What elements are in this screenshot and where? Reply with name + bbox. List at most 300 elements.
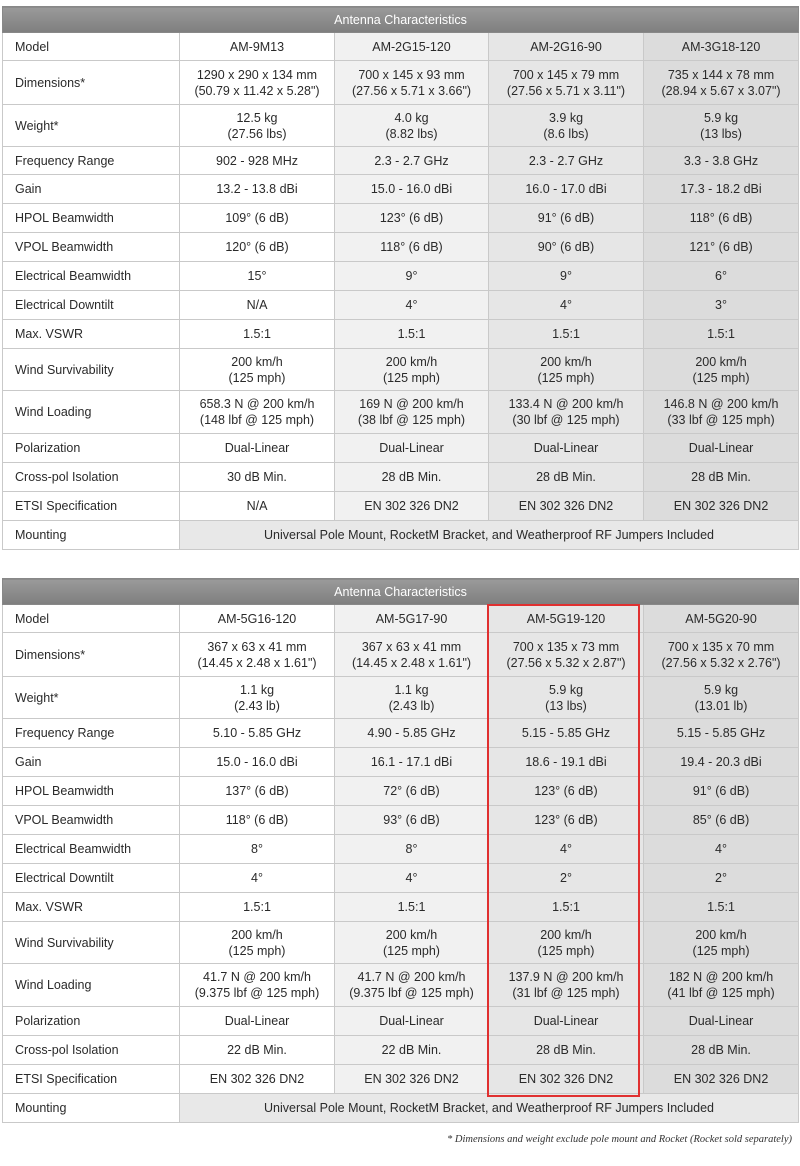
spec-cell (180, 893, 335, 922)
row-label: Model (3, 33, 180, 61)
spec-row-cross-pol-isolation (3, 463, 799, 492)
spec-row-dimensions (3, 61, 799, 105)
cell-text: 4° (405, 298, 418, 312)
spec-cell (644, 633, 799, 677)
spec-cell (335, 463, 489, 492)
cell-text: 700 x 135 x 73 mm (512, 639, 620, 654)
cell-text: 41.7 N @ 200 km/h (203, 970, 311, 984)
spec-cell (644, 233, 799, 262)
cell-text: 109° (6 dB) (225, 211, 289, 225)
row-label: Mounting (3, 1094, 180, 1123)
spec-cell (180, 1065, 335, 1094)
cell-text: 1.1 kg (394, 682, 429, 697)
cell-text: (125 mph) (383, 370, 440, 385)
spec-cell (489, 262, 644, 291)
spec-row-gain (3, 748, 799, 777)
cell-text: EN 302 326 DN2 (518, 1072, 614, 1086)
spec-cell (180, 605, 335, 633)
spec-cell (644, 835, 799, 864)
cell-text: (2.43 lb) (388, 698, 435, 713)
spec-cell (489, 864, 644, 893)
cell-text: 123° (6 dB) (534, 784, 598, 798)
cell-text: 182 N @ 200 km/h (668, 970, 774, 984)
cell-text: Dual-Linear (533, 441, 599, 455)
spec-cell (180, 291, 335, 320)
spec-row-max-vswr (3, 893, 799, 922)
spec-cell (489, 806, 644, 835)
cell-text: 658.3 N @ 200 km/h (199, 397, 315, 411)
cell-text: 120° (6 dB) (225, 240, 289, 254)
spec-cell (489, 61, 644, 105)
spec-cell (489, 893, 644, 922)
spec-row-frequency-range (3, 147, 799, 175)
spec-cell (180, 262, 335, 291)
cell-text: 123° (6 dB) (534, 813, 598, 827)
spec-cell (644, 349, 799, 391)
cell-text: 1.5:1 (707, 327, 735, 341)
cell-text: 367 x 63 x 41 mm (361, 639, 462, 654)
antenna-table-2 (2, 578, 799, 1123)
spec-cell (180, 864, 335, 893)
cell-text: (27.56 x 5.71 x 3.11") (506, 83, 626, 98)
cell-text: 118° (6 dB) (225, 813, 289, 827)
spec-row-polarization (3, 1007, 799, 1036)
spec-cell (644, 391, 799, 434)
spec-cell (335, 864, 489, 893)
cell-text: 18.6 - 19.1 dBi (525, 755, 607, 769)
cell-text: 4° (560, 842, 572, 856)
cell-text: 200 km/h (540, 927, 592, 942)
cell-text: 2° (715, 871, 727, 885)
spec-cell (644, 864, 799, 893)
cell-text: 16.1 - 17.1 dBi (370, 755, 453, 769)
cell-text: 200 km/h (695, 354, 747, 369)
spec-cell (644, 204, 799, 233)
spec-cell (644, 748, 799, 777)
cell-text: 118° (6 dB) (380, 240, 443, 254)
cell-text: (13 lbs) (700, 126, 742, 141)
cell-text: 123° (6 dB) (379, 211, 444, 225)
cell-text: (38 lbf @ 125 mph) (357, 413, 466, 427)
spec-cell (644, 492, 799, 521)
cell-text: 1.5:1 (552, 327, 580, 341)
spec-row-electrical-downtilt (3, 291, 799, 320)
cell-text: Dual-Linear (688, 441, 754, 455)
cell-text: AM-2G15-120 (372, 39, 451, 54)
spec-row-hpol-beamwidth (3, 204, 799, 233)
cell-text: (125 mph) (383, 943, 440, 958)
cell-text: (50.79 x 11.42 x 5.28") (194, 83, 320, 98)
cell-text: Dual-Linear (533, 1014, 599, 1028)
spec-cell (644, 777, 799, 806)
spec-row-mounting (3, 1094, 799, 1123)
row-label: Weight* (3, 677, 180, 719)
row-label: Cross-pol Isolation (3, 463, 180, 492)
spec-row-max-vswr (3, 320, 799, 349)
spec-cell (180, 777, 335, 806)
row-label: Polarization (3, 1007, 180, 1036)
spec-cell (335, 61, 489, 105)
spec-cell (180, 204, 335, 233)
spec-cell (489, 922, 644, 964)
spec-cell (335, 677, 489, 719)
spec-cell (180, 33, 335, 61)
spec-cell (335, 147, 489, 175)
cell-text: 146.8 N @ 200 km/h (663, 397, 779, 411)
cell-text: (27.56 x 5.32 x 2.87") (506, 655, 626, 670)
cell-text: (28.94 x 5.67 x 3.07") (661, 83, 781, 98)
cell-text: 91° (6 dB) (692, 784, 750, 798)
spec-cell (644, 677, 799, 719)
cell-text: (30 lbf @ 125 mph) (512, 413, 620, 427)
spec-cell (644, 262, 799, 291)
spec-cell (335, 922, 489, 964)
spec-cell (180, 677, 335, 719)
cell-text: 1.5:1 (707, 900, 735, 914)
spec-cell (489, 492, 644, 521)
spec-cell (644, 964, 799, 1007)
cell-text: 13.2 - 13.8 dBi (216, 182, 298, 196)
spec-cell (335, 835, 489, 864)
row-label: Model (3, 605, 180, 633)
cell-text: 3.9 kg (548, 110, 584, 125)
cell-text: 22 dB Min. (227, 1043, 287, 1057)
row-label: Weight* (3, 105, 180, 147)
spec-cell (180, 633, 335, 677)
spec-cell (180, 719, 335, 748)
cell-text: 2.3 - 2.7 GHz (374, 153, 449, 168)
cell-text: 3° (715, 298, 727, 312)
cell-text: 91° (6 dB) (537, 211, 595, 225)
cell-text: 17.3 - 18.2 dBi (680, 182, 762, 196)
row-label: Wind Loading (3, 391, 180, 434)
cell-text: 15.0 - 16.0 dBi (216, 755, 298, 769)
cell-text: 5.9 kg (703, 110, 739, 125)
spec-cell (489, 1007, 644, 1036)
cell-text: EN 302 326 DN2 (364, 499, 459, 513)
cell-text: 72° (6 dB) (383, 784, 440, 798)
cell-text: 8° (405, 842, 418, 856)
cell-text: (27.56 lbs) (227, 126, 287, 141)
spec-row-hpol-beamwidth (3, 777, 799, 806)
cell-text: 28 dB Min. (381, 470, 442, 484)
spec-cell (335, 605, 489, 633)
spec-cell (644, 33, 799, 61)
cell-text: (2.43 lb) (234, 698, 280, 713)
cell-text: (14.45 x 2.48 x 1.61") (351, 655, 472, 670)
spec-cell (180, 175, 335, 204)
spec-cell (180, 748, 335, 777)
spec-cell (180, 492, 335, 521)
spec-cell (644, 434, 799, 463)
cell-text: (31 lbf @ 125 mph) (512, 986, 620, 1000)
row-label: Mounting (3, 521, 180, 550)
cell-text: 200 km/h (231, 927, 283, 942)
spec-row-electrical-downtilt (3, 864, 799, 893)
spec-cell (489, 835, 644, 864)
cell-text: (125 mph) (692, 943, 750, 958)
spec-cell (644, 463, 799, 492)
spec-cell (335, 1036, 489, 1065)
row-label: Wind Loading (3, 964, 180, 1007)
cell-text: 19.4 - 20.3 dBi (680, 755, 762, 769)
cell-text: 4° (715, 842, 727, 856)
cell-text: 2° (560, 871, 572, 885)
spec-row-gain (3, 175, 799, 204)
cell-text: 6° (715, 269, 727, 283)
cell-text: 1.5:1 (397, 900, 426, 914)
cell-text: AM-5G19-120 (526, 611, 606, 626)
spec-cell (644, 1065, 799, 1094)
cell-text: 735 x 144 x 78 mm (667, 67, 775, 82)
cell-text: 9° (560, 269, 572, 283)
spec-cell (335, 233, 489, 262)
cell-text: EN 302 326 DN2 (673, 499, 769, 513)
cell-text: 137° (6 dB) (225, 784, 289, 798)
spec-cell (644, 893, 799, 922)
cell-text: 9° (405, 269, 418, 283)
cell-text: 4° (560, 298, 572, 312)
spec-cell (489, 1036, 644, 1065)
spec-cell (489, 320, 644, 349)
row-label: Gain (3, 748, 180, 777)
spec-cell (335, 204, 489, 233)
cell-text: 3.3 - 3.8 GHz (683, 153, 759, 168)
spec-cell (489, 605, 644, 633)
spec-cell (644, 1007, 799, 1036)
spec-cell (489, 105, 644, 147)
spec-cell (180, 61, 335, 105)
cell-text: 2.3 - 2.7 GHz (528, 153, 604, 168)
spec-cell (180, 147, 335, 175)
spec-cell (489, 434, 644, 463)
spec-cell (335, 964, 489, 1007)
spec-cell (489, 748, 644, 777)
spec-cell (180, 349, 335, 391)
spec-row-polarization (3, 434, 799, 463)
spec-cell (335, 893, 489, 922)
cell-text: (148 lbf @ 125 mph) (199, 413, 315, 427)
row-label: Wind Survivability (3, 349, 180, 391)
cell-text: 200 km/h (385, 927, 438, 942)
cell-text: 1.1 kg (239, 682, 275, 697)
cell-text: 1.5:1 (397, 327, 426, 341)
cell-text: N/A (246, 499, 268, 513)
cell-text: (125 mph) (537, 370, 595, 385)
row-label: VPOL Beamwidth (3, 233, 180, 262)
spec-cell (335, 391, 489, 434)
cell-text: 16.0 - 17.0 dBi (525, 182, 607, 196)
spec-row-cross-pol-isolation (3, 1036, 799, 1065)
spec-cell (180, 434, 335, 463)
spec-cell (335, 105, 489, 147)
spec-cell (489, 204, 644, 233)
mounting-value: Universal Pole Mount, RocketM Bracket, and Weatherproof RF Jumpers Included (180, 521, 799, 550)
cell-text: 1.5:1 (243, 327, 271, 341)
cell-text: 700 x 135 x 70 mm (667, 639, 775, 654)
footnote: * Dimensions and weight exclude pole mount and Rocket (Rocket sold separately) (447, 1134, 792, 1145)
spec-cell (644, 61, 799, 105)
cell-text: (9.375 lbf @ 125 mph) (349, 986, 474, 1000)
cell-text: (125 mph) (537, 943, 595, 958)
spec-cell (489, 147, 644, 175)
spec-cell (335, 633, 489, 677)
cell-text: AM-5G20-90 (685, 611, 757, 626)
cell-text: (14.45 x 2.48 x 1.61") (197, 655, 317, 670)
cell-text: 4° (251, 871, 263, 885)
cell-text: 8° (251, 842, 263, 856)
cell-text: 28 dB Min. (691, 470, 751, 484)
spec-cell (644, 605, 799, 633)
spec-cell (489, 175, 644, 204)
spec-row-dimensions (3, 633, 799, 677)
spec-cell (644, 806, 799, 835)
spec-cell (644, 175, 799, 204)
spec-cell (335, 349, 489, 391)
cell-text: 1.5:1 (243, 900, 271, 914)
cell-text: 90° (6 dB) (537, 240, 595, 254)
spec-cell (335, 806, 489, 835)
cell-text: 1.5:1 (552, 900, 580, 914)
cell-text: 902 - 928 MHz (216, 153, 298, 168)
spec-row-wind-loading (3, 964, 799, 1007)
cell-text: 200 km/h (695, 927, 747, 942)
cell-text: (125 mph) (228, 370, 286, 385)
spec-cell (335, 719, 489, 748)
spec-row-mounting (3, 521, 799, 550)
cell-text: (27.56 x 5.32 x 2.76") (661, 655, 781, 670)
spec-row-frequency-range (3, 719, 799, 748)
spec-cell (180, 320, 335, 349)
cell-text: 700 x 145 x 93 mm (358, 67, 465, 82)
row-label: ETSI Specification (3, 1065, 180, 1094)
spec-cell (180, 964, 335, 1007)
spec-cell (335, 1007, 489, 1036)
spec-cell (335, 434, 489, 463)
cell-text: (9.375 lbf @ 125 mph) (194, 986, 320, 1000)
spec-cell (489, 777, 644, 806)
spec-cell (335, 777, 489, 806)
cell-text: 200 km/h (540, 354, 592, 369)
cell-text: 137.9 N @ 200 km/h (508, 970, 624, 984)
spec-cell (644, 922, 799, 964)
spec-row-etsi-specification (3, 1065, 799, 1094)
cell-text: (8.6 lbs) (543, 126, 589, 141)
cell-text: 5.15 - 5.85 GHz (521, 726, 611, 740)
cell-text: 15° (247, 269, 267, 283)
cell-text: 169 N @ 200 km/h (359, 397, 464, 411)
row-label: Max. VSWR (3, 893, 180, 922)
spec-cell (489, 349, 644, 391)
cell-text: 4° (405, 871, 418, 885)
cell-text: 15.0 - 16.0 dBi (370, 182, 453, 196)
spec-cell (180, 835, 335, 864)
row-label: Gain (3, 175, 180, 204)
row-label: Polarization (3, 434, 180, 463)
cell-text: 30 dB Min. (227, 470, 287, 484)
cell-text: (13.01 lb) (694, 698, 748, 713)
cell-text: 28 dB Min. (536, 470, 596, 484)
spec-cell (180, 1007, 335, 1036)
spec-cell (335, 175, 489, 204)
cell-text: 28 dB Min. (536, 1043, 596, 1057)
cell-text: 118° (6 dB) (689, 211, 753, 225)
row-label: ETSI Specification (3, 492, 180, 521)
cell-text: (33 lbf @ 125 mph) (667, 413, 775, 427)
row-label: Electrical Downtilt (3, 864, 180, 893)
table-title: Antenna Characteristics (3, 579, 799, 605)
cell-text: EN 302 326 DN2 (364, 1072, 459, 1086)
cell-text: AM-3G18-120 (681, 39, 761, 54)
row-label: Frequency Range (3, 147, 180, 175)
cell-text: (13 lbs) (545, 698, 587, 713)
cell-text: AM-5G17-90 (375, 611, 448, 626)
spec-cell (180, 922, 335, 964)
row-label: HPOL Beamwidth (3, 777, 180, 806)
cell-text: N/A (246, 298, 268, 312)
spec-cell (489, 719, 644, 748)
spec-cell (489, 33, 644, 61)
cell-text: Dual-Linear (688, 1014, 754, 1028)
spec-cell (489, 964, 644, 1007)
cell-text: (27.56 x 5.71 x 3.66") (351, 83, 472, 98)
cell-text: (8.82 lbs) (385, 126, 438, 141)
cell-text: 12.5 kg (236, 110, 278, 125)
cell-text: (125 mph) (692, 370, 750, 385)
cell-text: 367 x 63 x 41 mm (207, 639, 307, 654)
row-label: Dimensions* (3, 61, 180, 105)
spec-cell (335, 291, 489, 320)
spec-cell (180, 463, 335, 492)
row-label: Electrical Beamwidth (3, 262, 180, 291)
cell-text: EN 302 326 DN2 (673, 1072, 769, 1086)
cell-text: Dual-Linear (379, 441, 444, 455)
spec-cell (180, 105, 335, 147)
row-label: Dimensions* (3, 633, 180, 677)
spec-row-wind-loading (3, 391, 799, 434)
cell-text: 4.0 kg (394, 110, 429, 125)
spec-cell (644, 1036, 799, 1065)
row-label: Cross-pol Isolation (3, 1036, 180, 1065)
row-label: VPOL Beamwidth (3, 806, 180, 835)
cell-text: 5.10 - 5.85 GHz (212, 726, 302, 740)
spec-cell (489, 677, 644, 719)
cell-text: (41 lbf @ 125 mph) (667, 986, 775, 1000)
spec-cell (489, 633, 644, 677)
mounting-value: Universal Pole Mount, RocketM Bracket, and Weatherproof RF Jumpers Included (180, 1094, 799, 1123)
cell-text: 93° (6 dB) (383, 813, 440, 827)
spec-cell (180, 233, 335, 262)
spec-cell (489, 463, 644, 492)
spec-row-vpol-beamwidth (3, 806, 799, 835)
spec-cell (335, 492, 489, 521)
table-title: Antenna Characteristics (3, 7, 799, 33)
cell-text: AM-5G16-120 (217, 611, 297, 626)
spec-cell (644, 147, 799, 175)
row-label: Max. VSWR (3, 320, 180, 349)
cell-text: 22 dB Min. (381, 1043, 442, 1057)
cell-text: AM-9M13 (229, 39, 285, 54)
cell-text: 5.9 kg (703, 682, 739, 697)
row-label: Electrical Downtilt (3, 291, 180, 320)
antenna-table-1 (2, 6, 799, 550)
spec-cell (335, 262, 489, 291)
cell-text: EN 302 326 DN2 (209, 1072, 305, 1086)
cell-text: 200 km/h (385, 354, 438, 369)
spec-cell (644, 320, 799, 349)
spec-row-wind-survivability (3, 922, 799, 964)
row-label: Frequency Range (3, 719, 180, 748)
